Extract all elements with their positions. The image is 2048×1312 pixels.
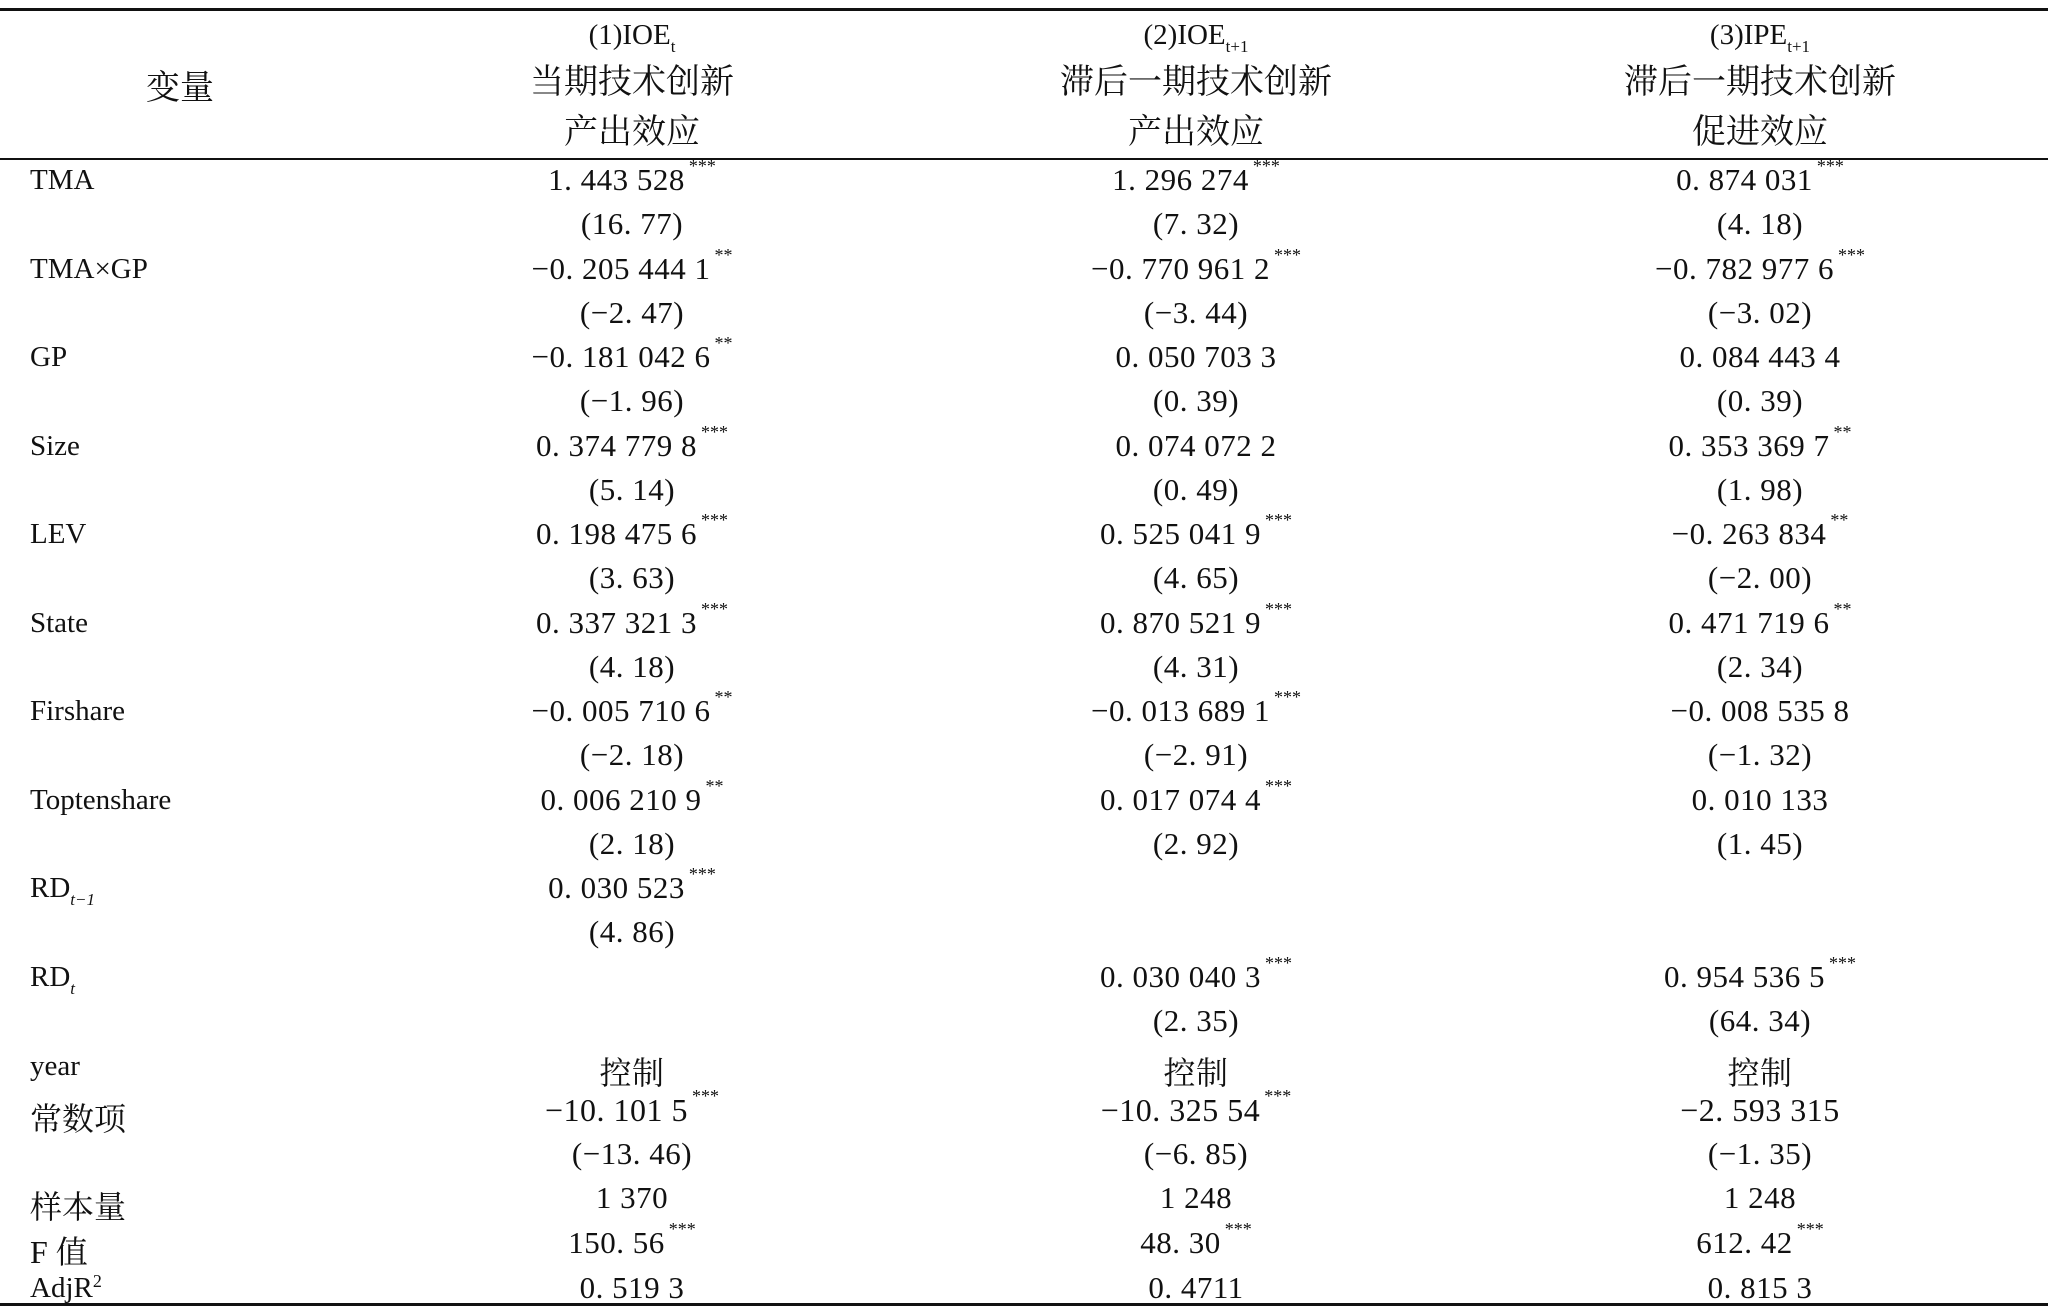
significance-stars: *** [1265, 775, 1292, 796]
variable-name [30, 1272, 102, 1305]
coefficient-value: 0. 353 369 7 [1668, 427, 1830, 463]
coefficient-value: 0. 198 475 6 [536, 516, 697, 551]
column-header-3 [1480, 12, 2040, 158]
significance-stars: *** [1265, 598, 1292, 619]
coefficient-value: 0. 525 041 9 [1100, 516, 1261, 551]
significance-stars: *** [1273, 244, 1301, 265]
cell-value: 48. 30 [1140, 1225, 1221, 1260]
variable-superscript: 2 [92, 1271, 102, 1291]
cell-value: 150. 56 [568, 1225, 665, 1260]
value-cell [916, 1048, 1476, 1094]
variable-name [30, 341, 67, 374]
coefficient-value: 0. 050 703 3 [1115, 339, 1277, 374]
column-caption: $(1)IOE_t$ [588, 19, 676, 56]
t-statistic: (2. 92) [1152, 825, 1240, 861]
value-cell [1480, 1092, 2040, 1129]
column-header-2 [916, 12, 1476, 158]
cell-value: 1 370 [595, 1180, 669, 1215]
column-header-1 [352, 12, 912, 158]
coefficient-cell [1480, 156, 2040, 198]
coefficient-value: −0. 263 834 [1671, 516, 1827, 551]
coefficient-cell [916, 775, 1476, 818]
t-statistic: (16. 77) [580, 206, 684, 241]
coefficient-value: −0. 005 710 6 [531, 693, 711, 728]
cell-value: 612. 42 [1696, 1225, 1793, 1260]
t-statistic: (−2. 18) [579, 737, 685, 772]
value-cell [916, 1180, 1476, 1216]
variable-name [30, 1227, 88, 1273]
t-statistic: (−3. 44) [1143, 294, 1249, 330]
coefficient-value: −0. 013 689 1 [1091, 693, 1270, 728]
significance-stars: *** [1265, 510, 1292, 530]
header-rule [0, 158, 2048, 160]
column-title: 滞后一期技术创新 [1624, 64, 1896, 101]
coefficient-value: 0. 084 443 4 [1679, 339, 1841, 374]
variable-name [30, 1182, 126, 1228]
significance-stars: *** [692, 1086, 720, 1106]
coefficient-value: −0. 008 535 8 [1670, 693, 1850, 728]
significance-stars: ** [714, 333, 733, 353]
significance-stars: ** [1833, 598, 1852, 619]
significance-stars: ** [1833, 421, 1852, 442]
coefficient-cell [352, 156, 912, 198]
column-subtitle: 促进效应 [1692, 114, 1828, 151]
significance-stars: *** [1829, 952, 1856, 973]
coefficient-value: 0. 471 719 6 [1668, 604, 1830, 640]
coefficient-cell [916, 339, 1476, 375]
significance-stars: ** [714, 244, 733, 265]
variable-label: RD [30, 960, 71, 993]
t-statistic: (0. 39) [1716, 383, 1804, 418]
t-statistic: (−1. 32) [1707, 737, 1813, 772]
coefficient-cell [916, 952, 1476, 995]
coefficient-value: 0. 954 536 5 [1664, 958, 1825, 994]
value-cell [352, 1086, 912, 1129]
t-statistic: (5. 14) [588, 471, 676, 507]
significance-stars: ** [1830, 510, 1849, 530]
t-statistic: (4. 31) [1152, 648, 1240, 684]
coefficient-cell [1480, 782, 2040, 818]
variable-label: TMA [30, 164, 95, 196]
value-cell [352, 1048, 912, 1094]
variable-label: LEV [30, 518, 87, 550]
cell-value: −10. 101 5 [544, 1092, 689, 1128]
significance-stars: *** [1837, 244, 1865, 265]
variable-label: TMA×GP [30, 252, 148, 285]
value-cell [1480, 1048, 2040, 1094]
coefficient-cell [1480, 693, 2040, 729]
coefficient-cell [916, 156, 1476, 198]
coefficient-value: 1. 296 274 [1112, 162, 1249, 197]
value-cell [916, 1219, 1476, 1261]
cell-value: 控制 [1727, 1055, 1793, 1091]
variable-name [30, 253, 148, 286]
significance-stars: *** [1265, 952, 1292, 973]
t-statistic: (−1. 35) [1707, 1136, 1813, 1171]
value-cell [352, 1180, 912, 1216]
cell-value: 0. 4711 [1148, 1270, 1244, 1305]
significance-stars: *** [1252, 156, 1280, 176]
t-statistic: (1. 98) [1716, 471, 1804, 507]
variable-name [30, 784, 171, 817]
variable-label: year [30, 1050, 80, 1082]
variable-name [30, 164, 94, 197]
t-statistic: (2. 35) [1152, 1002, 1240, 1038]
significance-stars: *** [701, 421, 728, 442]
significance-stars: *** [688, 156, 716, 176]
variable-name [30, 695, 125, 728]
column-title: 当期技术创新 [530, 64, 734, 101]
variable-name [30, 960, 76, 998]
coefficient-value: 0. 374 779 8 [536, 427, 697, 463]
significance-stars: *** [1264, 1086, 1292, 1106]
value-cell [916, 1270, 1476, 1306]
value-cell [1480, 1270, 2040, 1306]
t-statistic: (0. 39) [1152, 383, 1240, 418]
t-statistic: (2. 34) [1716, 648, 1804, 684]
coefficient-cell [1480, 339, 2040, 375]
coefficient-cell [916, 244, 1476, 287]
coefficient-value: 0. 030 523 [548, 870, 685, 905]
column-subtitle: 产出效应 [1128, 114, 1264, 151]
t-statistic: (0. 49) [1152, 471, 1240, 507]
variable-label: 样本量 [30, 1189, 127, 1225]
significance-stars: *** [701, 598, 728, 619]
variable-label: Toptenshare [30, 783, 172, 816]
variable-name [30, 518, 86, 551]
coefficient-value: 0. 074 072 2 [1115, 427, 1277, 463]
cell-value: 1 248 [1723, 1180, 1797, 1215]
variable-label: 常数项 [30, 1101, 127, 1137]
significance-stars: *** [701, 510, 728, 530]
significance-stars: *** [688, 864, 716, 884]
t-statistic: (3. 63) [588, 560, 676, 595]
variable-name [30, 1050, 80, 1083]
t-statistic: (7. 32) [1152, 206, 1240, 241]
coefficient-cell [352, 333, 912, 375]
variable-label: State [30, 606, 88, 639]
cell-value: 控制 [599, 1055, 665, 1091]
variable-label: GP [30, 341, 68, 373]
cell-value: 0. 519 3 [579, 1270, 685, 1305]
column-subtitle: 产出效应 [564, 114, 700, 151]
coefficient-value: 0. 010 133 [1691, 781, 1829, 817]
coefficient-value: 0. 017 074 4 [1100, 781, 1261, 817]
value-cell [916, 1086, 1476, 1129]
cell-value: 1 248 [1159, 1180, 1233, 1215]
t-statistic: (−2. 91) [1143, 737, 1249, 772]
variable-name [30, 607, 88, 640]
variable-subscript: t−1 [70, 890, 95, 909]
coefficient-cell [916, 687, 1476, 729]
coefficient-cell [1480, 244, 2040, 287]
t-statistic: (64. 34) [1708, 1002, 1812, 1038]
t-statistic: (1. 45) [1716, 825, 1804, 861]
significance-stars: ** [714, 687, 733, 707]
coefficient-cell [1480, 421, 2040, 464]
significance-stars: *** [668, 1219, 696, 1239]
column-title: 滞后一期技术创新 [1060, 64, 1332, 101]
coefficient-value: 0. 006 210 9 [540, 781, 702, 817]
significance-stars: ** [705, 775, 724, 796]
significance-stars: *** [1273, 687, 1301, 707]
column-caption: $(3)IPE_{t+1}$ [1709, 19, 1811, 56]
variable-name [30, 430, 80, 463]
coefficient-cell [916, 598, 1476, 641]
coefficient-value: −0. 181 042 6 [531, 339, 711, 374]
variable-name [30, 872, 95, 909]
value-cell [1480, 1219, 2040, 1261]
value-cell [352, 1270, 912, 1306]
variable-subscript: t [70, 978, 76, 998]
variable-label: F 值 [30, 1234, 88, 1270]
coefficient-value: −0. 770 961 2 [1091, 250, 1270, 286]
coefficient-value: −0. 205 444 1 [531, 250, 711, 286]
cell-value: 0. 815 3 [1707, 1270, 1813, 1305]
coefficient-cell [352, 510, 912, 552]
coefficient-cell [352, 775, 912, 818]
t-statistic: (−2. 47) [579, 294, 685, 330]
cell-value: 控制 [1163, 1055, 1229, 1091]
value-cell [1480, 1180, 2040, 1216]
coefficient-cell [352, 244, 912, 287]
t-statistic: (4. 65) [1152, 560, 1240, 595]
top-rule [0, 8, 2048, 11]
coefficient-cell [916, 510, 1476, 552]
t-statistic: (2. 18) [588, 825, 676, 861]
coefficient-value: 0. 030 040 3 [1100, 958, 1261, 994]
cell-value: −2. 593 315 [1680, 1092, 1840, 1128]
significance-stars: *** [1816, 156, 1844, 176]
cell-value: −10. 325 54 [1100, 1092, 1261, 1128]
variable-label: RD [30, 872, 71, 904]
significance-stars: *** [1796, 1219, 1824, 1239]
variable-label: AdjR [30, 1272, 93, 1304]
t-statistic: (−3. 02) [1707, 294, 1813, 330]
coefficient-value: 1. 443 528 [548, 162, 685, 197]
coefficient-cell [1480, 952, 2040, 995]
t-statistic: (−13. 46) [571, 1136, 693, 1171]
t-statistic: (4. 18) [1716, 206, 1804, 241]
coefficient-cell [352, 687, 912, 729]
coefficient-value: −0. 782 977 6 [1655, 250, 1834, 286]
coefficient-cell [352, 421, 912, 464]
variable-label: Size [30, 429, 80, 462]
t-statistic: (−1. 96) [579, 383, 685, 418]
coefficient-cell [1480, 598, 2040, 641]
coefficient-cell [1480, 510, 2040, 552]
t-statistic: (−2. 00) [1707, 560, 1813, 595]
variable-name [30, 1094, 126, 1140]
t-statistic: (4. 86) [588, 914, 676, 949]
coefficient-cell [352, 598, 912, 641]
column-caption: $(2)IOE_{t+1}$ [1143, 19, 1249, 56]
t-statistic: (4. 18) [588, 648, 676, 684]
value-cell [352, 1219, 912, 1261]
coefficient-value: 0. 870 521 9 [1100, 604, 1261, 640]
coefficient-cell [352, 864, 912, 906]
coefficient-cell [916, 428, 1476, 464]
coefficient-value: 0. 337 321 3 [536, 604, 697, 640]
variable-label: Firshare [30, 695, 126, 727]
variable-header: 变量 [146, 70, 214, 107]
t-statistic: (−6. 85) [1143, 1136, 1249, 1171]
significance-stars: *** [1224, 1219, 1252, 1239]
coefficient-value: 0. 874 031 [1676, 162, 1813, 197]
